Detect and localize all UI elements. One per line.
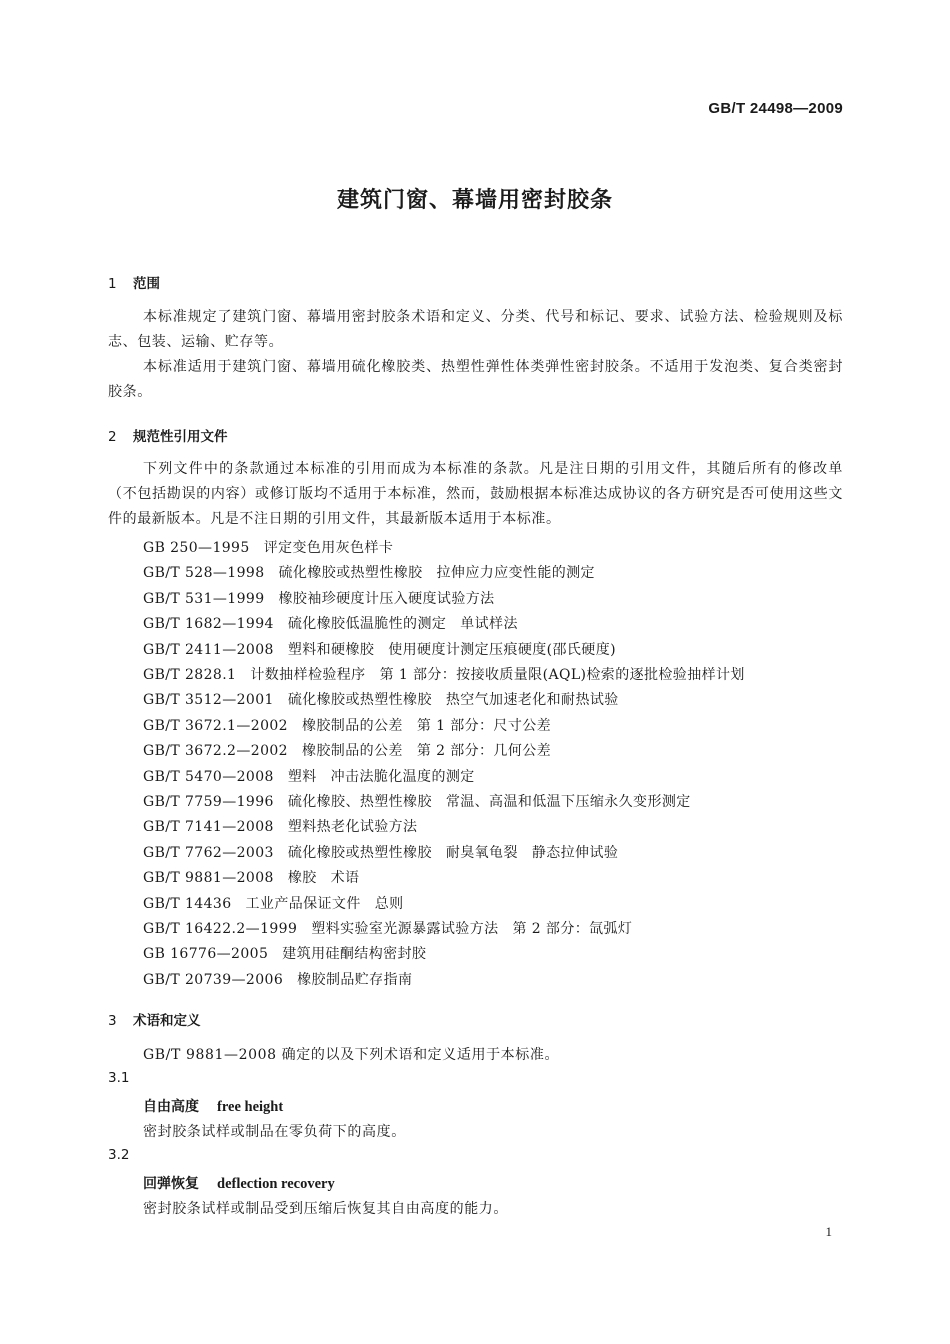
section-1-paragraph-1: 本标准规定了建筑门窗、幕墙用密封胶条术语和定义、分类、代号和标记、要求、试验方法、检验规则及标志、包装、运输、贮存等。 [108, 309, 843, 350]
reference-item [143, 893, 404, 913]
reference-title: 硫化橡胶或热塑性橡胶 [287, 692, 432, 709]
term-chinese: 回弹恢复 [143, 1176, 199, 1192]
reference-title: 橡胶制品贮存指南 [297, 971, 413, 988]
reference-title: 热空气加速老化和耐热试验 [445, 692, 619, 709]
reference-code: GB/T 2828.1 [143, 667, 237, 683]
reference-code: GB 16776—2005 [143, 946, 269, 963]
reference-title: 耐臭氧龟裂 [445, 844, 518, 861]
reference-title: 第 2 部分：氙弧灯 [512, 921, 633, 937]
reference-item [143, 766, 475, 786]
reference-code: GB/T 9881—2008 [143, 870, 274, 887]
reference-code: GB/T 2411—2008 [143, 641, 274, 658]
reference-title: 硫化橡胶低温脆性的测定 [287, 616, 447, 633]
reference-code: GB/T 7759—1996 [143, 794, 274, 810]
term-2-definition: 密封胶条试样或制品受到压缩后恢复其自由高度的能力。 [143, 1201, 508, 1217]
reference-item [143, 740, 551, 760]
reference-title: 第 1 部分：按接收质量限(AQL)检索的逐批检验抽样计划 [379, 667, 745, 683]
reference-item [143, 588, 495, 608]
term-2-name [143, 1173, 335, 1193]
reference-item [143, 562, 595, 582]
reference-item [143, 867, 359, 887]
section-3-paragraph-1: GB/T 9881—2008 确定的以及下列术语和定义适用于本标准。 [143, 1047, 560, 1063]
reference-item [143, 816, 417, 836]
reference-code: GB/T 531—1999 [143, 590, 265, 607]
reference-title: 塑料实验室光源暴露试验方法 [311, 921, 499, 937]
reference-title: 使用硬度计测定压痕硬度(邵氏硬度) [388, 641, 616, 658]
reference-item [143, 842, 618, 862]
reference-title: 塑料热老化试验方法 [287, 819, 418, 836]
standard-code: GB/T 24498—2009 [708, 100, 843, 117]
reference-title: 单试样法 [460, 616, 518, 633]
reference-code: GB/T 7141—2008 [143, 819, 274, 836]
reference-code: GB/T 3672.2—2002 [143, 743, 288, 760]
reference-title: 硫化橡胶或热塑性橡胶 [287, 844, 432, 861]
section-1-paragraph-2: 本标准适用于建筑门窗、幕墙用硫化橡胶类、热塑性弹性体类弹性密封胶条。不适用于发泡类、复合类密封胶条。 [108, 359, 843, 400]
reference-item [143, 715, 551, 735]
document-title: 建筑门窗、幕墙用密封胶条 [336, 188, 613, 213]
reference-item [143, 689, 619, 709]
term-english: free height [217, 1099, 284, 1115]
reference-title: 拉伸应力应变性能的测定 [436, 565, 595, 582]
reference-code: GB/T 5470—2008 [143, 768, 274, 785]
reference-title: 总则 [374, 895, 404, 912]
section-2-paragraph-1: 下列文件中的条款通过本标准的引用而成为本标准的条款。凡是注日期的引用文件，其随后所有的修改单（不包括勘误的内容）或修订版均不适用于本标准，然而，鼓励根据本标准达成协议的各方研究是否可使用这些文件的最新版本。凡是不注日期的引用文件，其最新版本适用于本标准。 [108, 461, 843, 527]
reference-title: 静态拉伸试验 [531, 844, 619, 861]
reference-code: GB/T 7762—2003 [143, 844, 274, 861]
section-title: 规范性引用文件 [133, 429, 228, 445]
reference-title: 橡胶袖珍硬度计压入硬度试验方法 [278, 590, 495, 607]
reference-title: 第 2 部分：几何公差 [416, 743, 552, 760]
section-title: 范围 [133, 276, 160, 292]
reference-title: 计数抽样检验程序 [250, 667, 366, 683]
reference-code: GB/T 528—1998 [143, 565, 265, 582]
reference-item [143, 943, 426, 963]
reference-title: 硫化橡胶或热塑性橡胶 [278, 565, 423, 582]
reference-code: GB/T 20739—2006 [143, 971, 284, 988]
section-2-heading [108, 425, 228, 445]
section-3-heading [108, 1009, 201, 1029]
reference-code: GB/T 1682—1994 [143, 616, 274, 633]
section-1-heading [108, 272, 160, 292]
section-number: 2 [108, 429, 117, 445]
reference-title: 塑料 [287, 768, 317, 785]
reference-title: 工业产品保证文件 [245, 895, 361, 912]
term-1-name [143, 1096, 283, 1116]
reference-title: 橡胶制品的公差 [302, 717, 403, 734]
reference-title: 硫化橡胶、热塑性橡胶 [287, 794, 432, 810]
reference-title: 橡胶制品的公差 [302, 743, 403, 760]
term-chinese: 自由高度 [143, 1099, 199, 1115]
reference-title: 塑料和硬橡胶 [287, 641, 375, 658]
reference-item [143, 969, 412, 989]
section-title: 术语和定义 [133, 1013, 201, 1029]
reference-title: 评定变色用灰色样卡 [263, 540, 394, 556]
reference-title: 建筑用硅酮结构密封胶 [282, 946, 427, 963]
reference-code: GB/T 3512—2001 [143, 692, 274, 709]
reference-item [143, 664, 745, 684]
reference-title: 橡胶 [287, 870, 317, 887]
reference-code: GB 250—1995 [143, 540, 250, 556]
section-number: 3 [108, 1013, 117, 1029]
term-1-number: 3.1 [108, 1070, 130, 1086]
reference-title: 术语 [330, 870, 360, 887]
term-2-number: 3.2 [108, 1147, 130, 1163]
reference-title: 冲击法脆化温度的测定 [330, 768, 475, 785]
reference-title: 常温、高温和低温下压缩永久变形测定 [445, 794, 691, 810]
term-1-definition: 密封胶条试样或制品在零负荷下的高度。 [143, 1124, 406, 1140]
reference-item [143, 537, 393, 557]
reference-code: GB/T 16422.2—1999 [143, 921, 298, 937]
reference-item [143, 613, 518, 633]
reference-code: GB/T 14436 [143, 895, 232, 912]
reference-title: 第 1 部分：尺寸公差 [416, 717, 552, 734]
reference-item [143, 639, 616, 659]
reference-item [143, 791, 691, 811]
section-number: 1 [108, 276, 117, 292]
page-number: 1 [825, 1224, 832, 1239]
term-english: deflection recovery [217, 1176, 335, 1192]
reference-code: GB/T 3672.1—2002 [143, 717, 288, 734]
reference-item [143, 918, 632, 938]
